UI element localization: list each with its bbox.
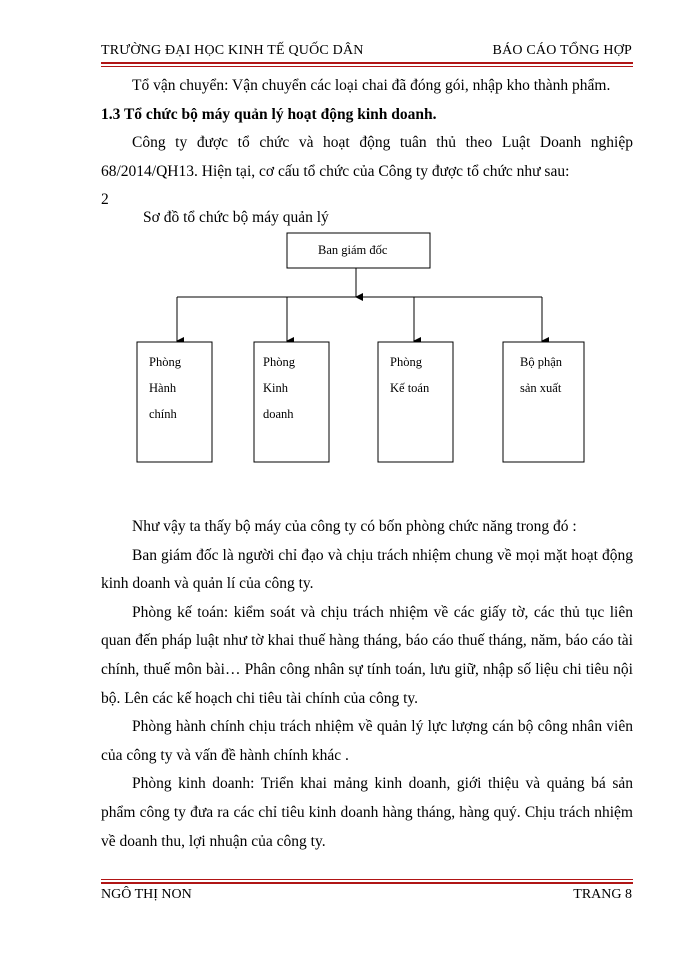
label-production-line1: Bộ phận <box>520 354 563 369</box>
paragraph-transport: Tổ vận chuyển: Vận chuyển các loại chai đã đóng gói, nhập kho thành phẩm. <box>132 77 611 94</box>
label-accounting-line1: Phòng <box>390 354 422 369</box>
label-accounting <box>390 349 429 401</box>
label-admin-line1: Phòng <box>149 354 181 369</box>
footer-page-number: TRANG 8 <box>573 887 632 902</box>
label-business-line3: doanh <box>263 406 294 421</box>
paragraph-admin: Phòng hành chính chịu trách nhiệm về quản lý lực lượng cán bộ công nhân viên của công ty và vấn đề hành chính khác . <box>101 718 633 764</box>
paragraph-business: Phòng kinh doanh: Triển khai mảng kinh doanh, giới thiệu và quảng bá sản phẩm công ty đưa ra các chỉ tiêu kinh doanh hàng tháng, hàng quý. Chịu trách nhiệm về doanh thu, lợi nhuận của công ty. <box>101 775 633 850</box>
header-school: TRƯỜNG ĐẠI HỌC KINH TẾ QUỐC DÂN <box>101 43 364 58</box>
label-admin-line2: Hành <box>149 380 177 395</box>
label-business-line2: Kinh <box>263 380 288 395</box>
label-production <box>520 349 562 401</box>
header-rule-thick <box>101 62 633 64</box>
footer-author: NGÔ THỊ NON <box>101 887 192 902</box>
label-production-line2: sản xuất <box>520 380 562 395</box>
diagram-caption: Sơ đồ tổ chức bộ máy quản lý <box>143 208 329 226</box>
header-report-title: BÁO CÁO TỔNG HỢP <box>492 43 632 58</box>
page-content <box>101 72 633 856</box>
label-admin <box>149 349 181 427</box>
label-board-of-directors: Ban giám đốc <box>318 242 388 257</box>
page-header <box>101 40 632 62</box>
label-accounting-line2: Kế toán <box>390 380 430 395</box>
paragraph-four-departments: Như vậy ta thấy bộ máy của công ty có bốn phòng chức năng trong đó : <box>132 517 577 535</box>
paragraph-board: Ban giám đốc là người chỉ đạo và chịu trách nhiệm chung về mọi mặt hoạt động kinh doanh và quản lí của công ty. <box>101 546 633 593</box>
org-chart <box>101 223 633 513</box>
paragraph-accounting: Phòng kế toán: kiểm soát và chịu trách nhiệm về các giấy tờ, các thủ tục liên quan đến pháp luật như tờ khai thuế hàng tháng, báo cáo thuế tháng, năm, báo cáo tài chính, thuế môn bài… Phân công nhân sự tính toán, lưu giữ, nhập số liệu chi tiêu nội bộ. Lên các kế hoạch chi tiêu tài chính của công ty. <box>101 603 633 707</box>
label-business <box>263 349 295 427</box>
paragraph-structure-intro: Công ty được tổ chức và hoạt động tuân thủ theo Luật Doanh nghiệp 68/2014/QH13. Hiện tại, cơ cấu tổ chức của Công ty được tổ chức như sau: <box>101 134 633 180</box>
label-admin-line3: chính <box>149 406 177 421</box>
footer-rule-thick <box>101 882 633 884</box>
footer-rule-thin <box>101 879 633 880</box>
figure-number: 2 <box>101 191 109 209</box>
section-heading: 1.3 Tổ chức bộ máy quản lý hoạt động kinh doanh. <box>101 105 437 123</box>
header-rule-thin <box>101 66 633 67</box>
label-business-line1: Phòng <box>263 354 295 369</box>
